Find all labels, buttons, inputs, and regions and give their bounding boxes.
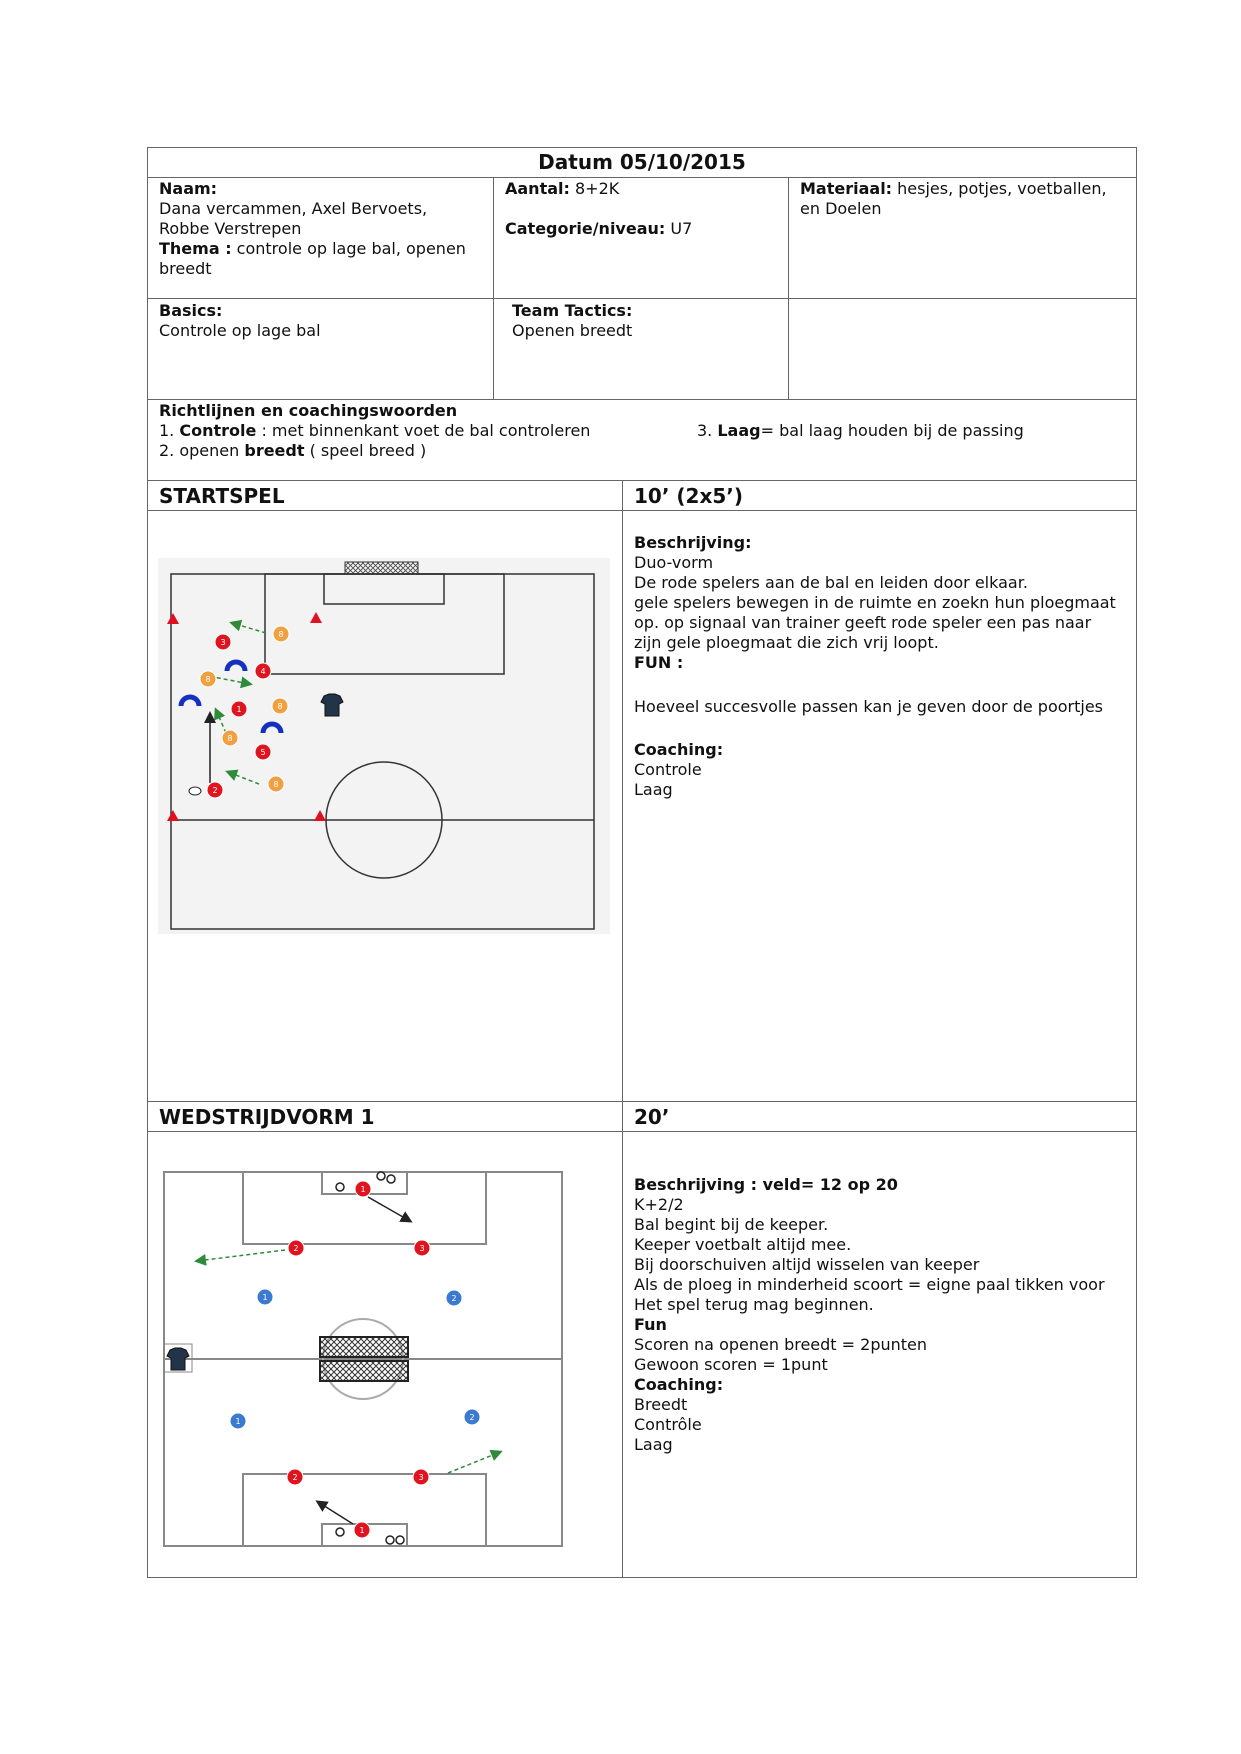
basics-value: Controle op lage bal — [159, 321, 321, 340]
startspel-beschrijving-label: Beschrijving: — [634, 533, 752, 552]
startspel-line-4: op. op signaal van trainer geeft rode speler een pas naar — [634, 613, 1092, 632]
red-player-5-label: 5 — [260, 748, 266, 757]
ball-icon — [336, 1528, 344, 1536]
team-tactics-value: Openen breedt — [512, 321, 633, 340]
orange-player — [268, 776, 284, 792]
richtlijn-1-num: 1. — [159, 421, 180, 440]
orange-player — [272, 698, 288, 714]
richtlijn-2 — [159, 441, 426, 461]
goal-net-icon — [320, 1337, 408, 1357]
naam-label: Naam: — [159, 179, 218, 198]
aantal-value: 8+2K — [569, 179, 620, 198]
wedstrijdvorm-line-1: K+2/2 — [634, 1195, 684, 1214]
startspel-coaching-2: Laag — [634, 780, 673, 799]
startspel-fun-label: FUN : — [634, 653, 684, 672]
materiaal-line — [800, 179, 1107, 199]
richtlijn-1-key: Controle — [179, 421, 257, 440]
richtlijnen-title: Richtlijnen en coachingswoorden — [159, 401, 458, 420]
thema-value: controle op lage bal, openen — [231, 239, 466, 258]
categorie-line — [505, 219, 692, 239]
red-player-2 — [288, 1240, 304, 1256]
page-title: Datum 05/10/2015 — [538, 150, 746, 174]
red-player-3 — [413, 1469, 429, 1485]
blue-player-1 — [230, 1413, 246, 1429]
orange-player-label: 8 — [273, 780, 279, 789]
red-player-1 — [354, 1522, 370, 1538]
thema-line2: breedt — [159, 259, 212, 278]
richtlijn-3-num: 3. — [697, 421, 718, 440]
red-player-1-label: 1 — [359, 1526, 365, 1535]
richtlijn-1 — [159, 421, 590, 441]
orange-player — [222, 730, 238, 746]
basics-label: Basics: — [159, 301, 223, 320]
ball-icon — [336, 1183, 344, 1191]
richtlijn-2-text: ( speel breed ) — [304, 441, 427, 460]
wedstrijdvorm-duration-cell — [622, 1101, 1137, 1132]
red-player-3 — [414, 1240, 430, 1256]
ball-icon — [189, 787, 201, 795]
categorie-value: U7 — [665, 219, 693, 238]
startspel-line-2: De rode spelers aan de bal en leiden door elkaar. — [634, 573, 1028, 592]
startspel-line-3: gele spelers bewegen in de ruimte en zoekn hun ploegmaat — [634, 593, 1116, 612]
richtlijn-1-text: : met binnenkant voet de bal controleren — [256, 421, 591, 440]
wedstrijdvorm-fun-label: Fun — [634, 1315, 667, 1334]
wedstrijdvorm-coaching-3: Laag — [634, 1435, 673, 1454]
blue-player-1-label: 1 — [235, 1417, 241, 1426]
wedstrijdvorm-line-3: Keeper voetbalt altijd mee. — [634, 1235, 852, 1254]
startspel-duration: 10’ (2x5’) — [634, 484, 744, 508]
richtlijn-2-num: 2. openen — [159, 441, 245, 460]
startspel-line-5: zijn gele ploegmaat die zich vrij loopt. — [634, 633, 939, 652]
red-player-2 — [287, 1469, 303, 1485]
aantal-label: Aantal: — [505, 179, 570, 198]
wedstrijdvorm-title: WEDSTRIJDVORM 1 — [159, 1105, 375, 1129]
orange-player-label: 8 — [205, 675, 211, 684]
empty-cell — [788, 298, 1137, 400]
startspel-coaching-1: Controle — [634, 760, 702, 779]
naam-line1: Dana vercammen, Axel Bervoets, — [159, 199, 428, 218]
red-player-2-label: 2 — [292, 1473, 298, 1482]
red-player-4 — [255, 663, 271, 679]
blue-player-1 — [257, 1289, 273, 1305]
richtlijn-3-text: = bal laag houden bij de passing — [760, 421, 1024, 440]
materiaal-label: Materiaal: — [800, 179, 893, 198]
goal-net-icon — [320, 1361, 408, 1381]
wedstrijdvorm-fun-2: Gewoon scoren = 1punt — [634, 1355, 828, 1374]
wedstrijdvorm-coaching-2: Contrôle — [634, 1415, 702, 1434]
blue-player-2 — [464, 1409, 480, 1425]
wedstrijdvorm-line-5: Als de ploeg in minderheid scoort = eigne paal tikken voor — [634, 1275, 1105, 1294]
red-player-1 — [231, 701, 247, 717]
categorie-label: Categorie/niveau: — [505, 219, 666, 238]
blue-player-2-label: 2 — [469, 1413, 475, 1422]
aantal-line — [505, 179, 619, 199]
red-player-5 — [255, 744, 271, 760]
red-player-3-label: 3 — [220, 638, 226, 647]
orange-player — [273, 626, 289, 642]
wedstrijdvorm-coaching-label: Coaching: — [634, 1375, 724, 1394]
red-player-3-label: 3 — [418, 1473, 424, 1482]
red-player-1-label: 1 — [360, 1185, 366, 1194]
red-player-4-label: 4 — [260, 667, 266, 676]
wedstrijdvorm-line-2: Bal begint bij de keeper. — [634, 1215, 829, 1234]
wedstrijdvorm-coaching-1: Breedt — [634, 1395, 688, 1414]
red-player-2 — [207, 782, 223, 798]
red-player-1 — [355, 1181, 371, 1197]
orange-player — [200, 671, 216, 687]
blue-player-2 — [446, 1290, 462, 1306]
orange-player-label: 8 — [278, 630, 284, 639]
red-player-3 — [215, 634, 231, 650]
startspel-pitch-diagram — [158, 558, 610, 934]
red-player-2-label: 2 — [293, 1244, 299, 1253]
thema-line — [159, 239, 466, 259]
blue-player-1-label: 1 — [262, 1293, 268, 1302]
orange-player-label: 8 — [227, 734, 233, 743]
richtlijn-2-key: breedt — [244, 441, 305, 460]
materiaal-line2: en Doelen — [800, 199, 882, 218]
wedstrijdvorm-pitch-diagram — [160, 1162, 570, 1554]
team-tactics-label: Team Tactics: — [512, 301, 633, 320]
red-player-1-label: 1 — [236, 705, 242, 714]
startspel-title: STARTSPEL — [159, 484, 285, 508]
startspel-fun-text: Hoeveel succesvolle passen kan je geven door de poortjes — [634, 697, 1104, 716]
richtlijn-3 — [697, 421, 1024, 441]
startspel-line-1: Duo-vorm — [634, 553, 714, 572]
thema-label: Thema : — [159, 239, 232, 258]
wedstrijdvorm-fun-1: Scoren na openen breedt = 2punten — [634, 1335, 928, 1354]
naam-line2: Robbe Verstrepen — [159, 219, 302, 238]
wedstrijdvorm-line-6: Het spel terug mag beginnen. — [634, 1295, 874, 1314]
orange-player-label: 8 — [277, 702, 283, 711]
wedstrijdvorm-beschrijving-label: Beschrijving : veld= 12 op 20 — [634, 1175, 898, 1194]
startspel-coaching-label: Coaching: — [634, 740, 724, 759]
red-player-3-label: 3 — [419, 1244, 425, 1253]
richtlijn-3-key: Laag — [717, 421, 761, 440]
wedstrijdvorm-duration: 20’ — [634, 1105, 670, 1129]
wedstrijdvorm-line-4: Bij doorschuiven altijd wisselen van keeper — [634, 1255, 980, 1274]
materiaal-value: hesjes, potjes, voetballen, — [892, 179, 1107, 198]
red-player-2-label: 2 — [212, 786, 218, 795]
goal-net — [345, 562, 418, 574]
blue-player-2-label: 2 — [451, 1294, 457, 1303]
